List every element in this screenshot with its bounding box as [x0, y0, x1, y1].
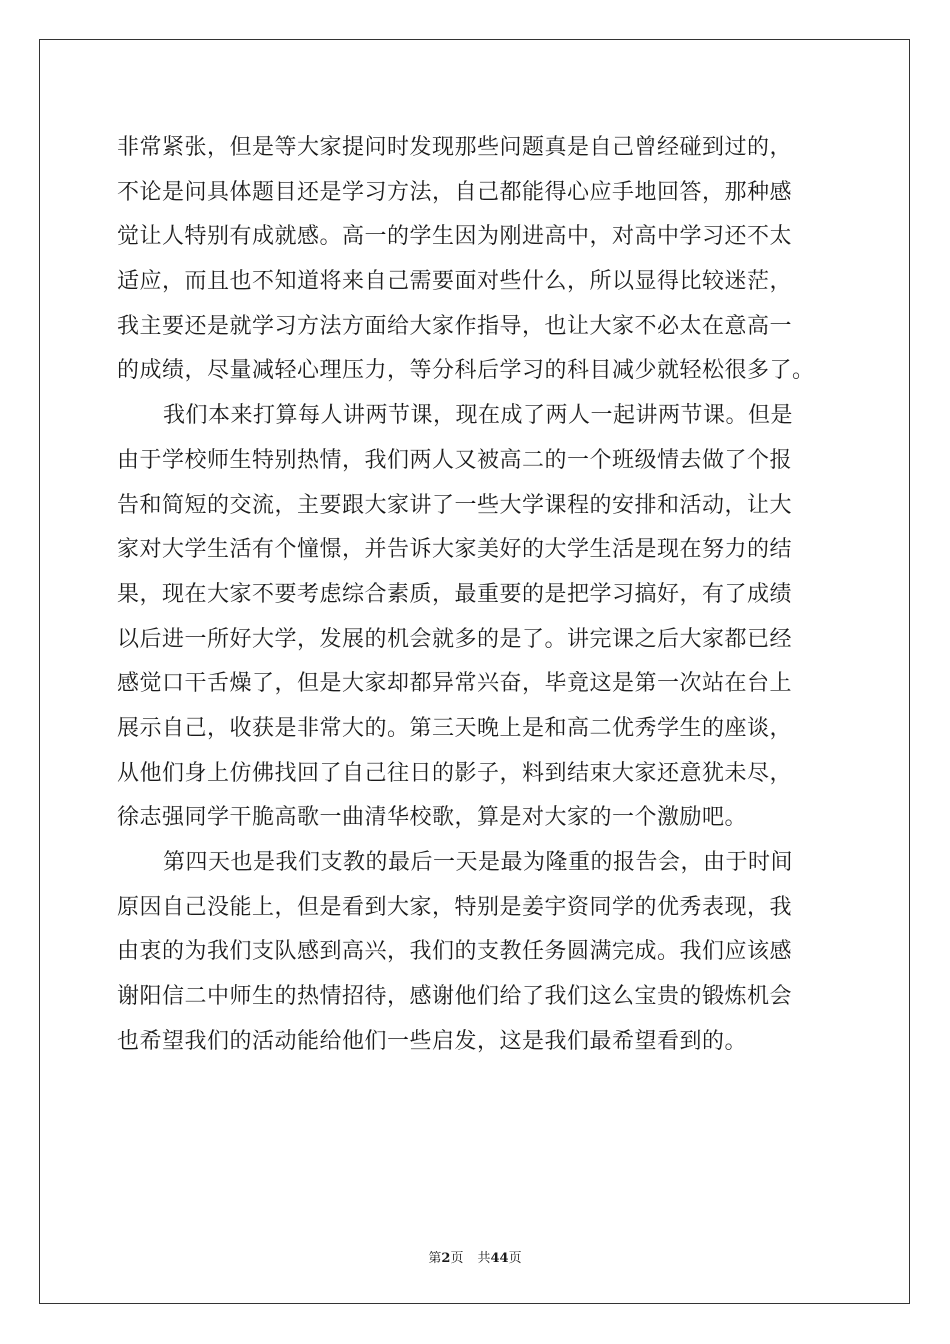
text-line: 家对大学生活有个憧憬，并告诉大家美好的大学生活是现在努力的结 — [117, 537, 793, 563]
text-line: 由于学校师生特别热情，我们两人又被高二的一个班级情去做了个报 — [117, 447, 793, 473]
text-line: 觉让人特别有成就感。高一的学生因为刚进高中，对高中学习还不太 — [117, 224, 793, 250]
text-line: 展示自己，收获是非常大的。第三天晚上是和高二优秀学生的座谈， — [117, 715, 793, 741]
page-label-suffix: 页 — [450, 1251, 464, 1266]
text-line: 以后进一所好大学，发展的机会就多的是了。讲完课之后大家都已经 — [117, 626, 793, 652]
text-line: 我们本来打算每人讲两节课，现在成了两人一起讲两节课。但是 — [163, 403, 794, 429]
total-label-suffix: 页 — [508, 1251, 522, 1266]
text-line: 告和简短的交流，主要跟大家讲了一些大学课程的安排和活动，让大 — [117, 492, 793, 518]
text-line: 也希望我们的活动能给他们一些启发，这是我们最希望看到的。 — [117, 1028, 748, 1054]
page-footer — [0, 1247, 950, 1266]
text-line: 由衷的为我们支队感到高兴，我们的支教任务圆满完成。我们应该感 — [117, 939, 793, 965]
text-line: 非常紧张，但是等大家提问时发现那些问题真是自己曾经碰到过的， — [117, 135, 793, 160]
page-number: 2 — [441, 1251, 451, 1266]
page-label-prefix: 第 — [428, 1251, 442, 1266]
text-line: 徐志强同学干脆高歌一曲清华校歌，算是对大家的一个激励吧。 — [117, 805, 748, 831]
text-line: 的成绩，尽量减轻心理压力，等分科后学习的科目减少就轻松很多了。 — [117, 358, 815, 384]
text-line: 我主要还是就学习方法方面给大家作指导，也让大家不必太在意高一 — [117, 313, 793, 339]
text-line: 果，现在大家不要考虑综合素质，最重要的是把学习搞好，有了成绩 — [117, 581, 793, 607]
text-line: 谢阳信二中师生的热情招待，感谢他们给了我们这么宝贵的锻炼机会 — [117, 984, 793, 1010]
text-line: 第四天也是我们支教的最后一天是最为隆重的报告会，由于时间 — [163, 850, 794, 875]
text-line: 适应，而且也不知道将来自己需要面对些什么，所以显得比较迷茫， — [117, 269, 793, 295]
total-label-prefix: 共 — [477, 1251, 491, 1266]
text-line: 感觉口干舌燥了，但是大家却都异常兴奋，毕竟这是第一次站在台上 — [117, 671, 793, 697]
document-body — [117, 126, 837, 1064]
text-line: 从他们身上仿佛找回了自己往日的影子，料到结束大家还意犹未尽， — [117, 760, 793, 786]
text-line: 不论是问具体题目还是学习方法，自己都能得心应手地回答，那种感 — [117, 179, 793, 205]
text-line: 原因自己没能上，但是看到大家，特别是姜宇资同学的优秀表现，我 — [117, 894, 793, 920]
total-pages: 44 — [490, 1251, 509, 1266]
